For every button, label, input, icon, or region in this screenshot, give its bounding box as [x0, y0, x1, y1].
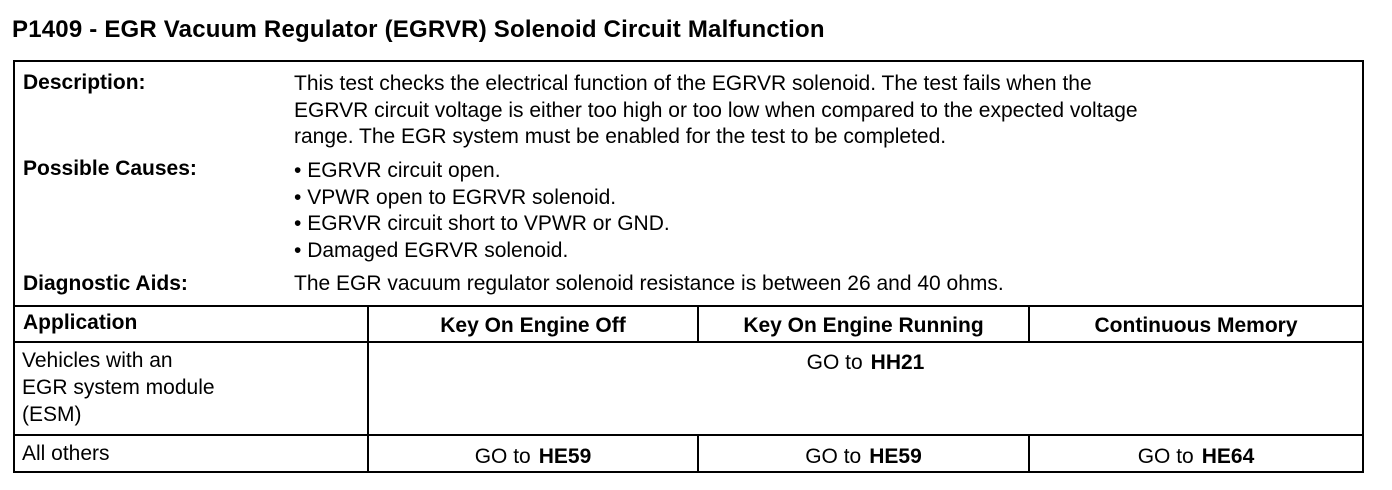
- diagnostic-panel: [13, 60, 1364, 473]
- description-line: EGRVR circuit voltage is either too high or too low when compared to the expected voltage: [294, 98, 1138, 122]
- header-application: Application: [23, 311, 138, 334]
- go-to-text: GO to: [1137, 445, 1194, 468]
- header-key-on-engine-off: Key On Engine Off: [440, 314, 626, 337]
- go-to-step-link[interactable]: [1030, 444, 1362, 470]
- cause-item: • EGRVR circuit short to VPWR or GND.: [294, 211, 1354, 238]
- step-code: HE59: [538, 445, 592, 468]
- application-line: (ESM): [22, 403, 82, 426]
- step-code: HE59: [869, 445, 922, 468]
- description-text: [294, 71, 1354, 151]
- go-to-text: GO to: [474, 445, 531, 468]
- cause-item: • VPWR open to EGRVR solenoid.: [294, 185, 1354, 212]
- go-to-step-link[interactable]: [369, 444, 697, 470]
- row-divider: [15, 434, 1362, 436]
- application-line: EGR system module: [22, 376, 215, 399]
- diagnostic-aids-label: Diagnostic Aids:: [23, 272, 188, 295]
- table-top-divider: [15, 305, 1362, 307]
- go-to-step-link[interactable]: [699, 444, 1028, 470]
- header-continuous-memory: Continuous Memory: [1094, 314, 1298, 337]
- description-line: range. The EGR system must be enabled for the test to be completed.: [294, 125, 947, 148]
- step-code: HE64: [1201, 445, 1255, 468]
- info-section: [15, 62, 1362, 305]
- possible-causes-label: Possible Causes:: [23, 157, 197, 180]
- step-code: HH21: [870, 351, 925, 374]
- go-to-step-link[interactable]: [369, 350, 1362, 376]
- diagnostic-aids-text: The EGR vacuum regulator solenoid resistance is between 26 and 40 ohms.: [294, 272, 1004, 295]
- possible-causes-list: [294, 158, 1354, 264]
- go-to-text: GO to: [805, 445, 862, 468]
- table-row-application: All others: [22, 442, 110, 465]
- header-key-on-engine-running: Key On Engine Running: [743, 314, 984, 337]
- table-row-application: [22, 347, 215, 428]
- cause-item: • Damaged EGRVR solenoid.: [294, 238, 1354, 265]
- description-label: Description:: [23, 71, 146, 94]
- page-title: P1409 - EGR Vacuum Regulator (EGRVR) Solenoid Circuit Malfunction: [12, 16, 825, 43]
- go-to-text: GO to: [806, 351, 863, 374]
- application-line: Vehicles with an: [22, 349, 173, 372]
- header-divider: [15, 341, 1362, 343]
- cause-item: • EGRVR circuit open.: [294, 158, 1354, 185]
- description-line: This test checks the electrical function of the EGRVR solenoid. The test fails when the: [294, 72, 1092, 95]
